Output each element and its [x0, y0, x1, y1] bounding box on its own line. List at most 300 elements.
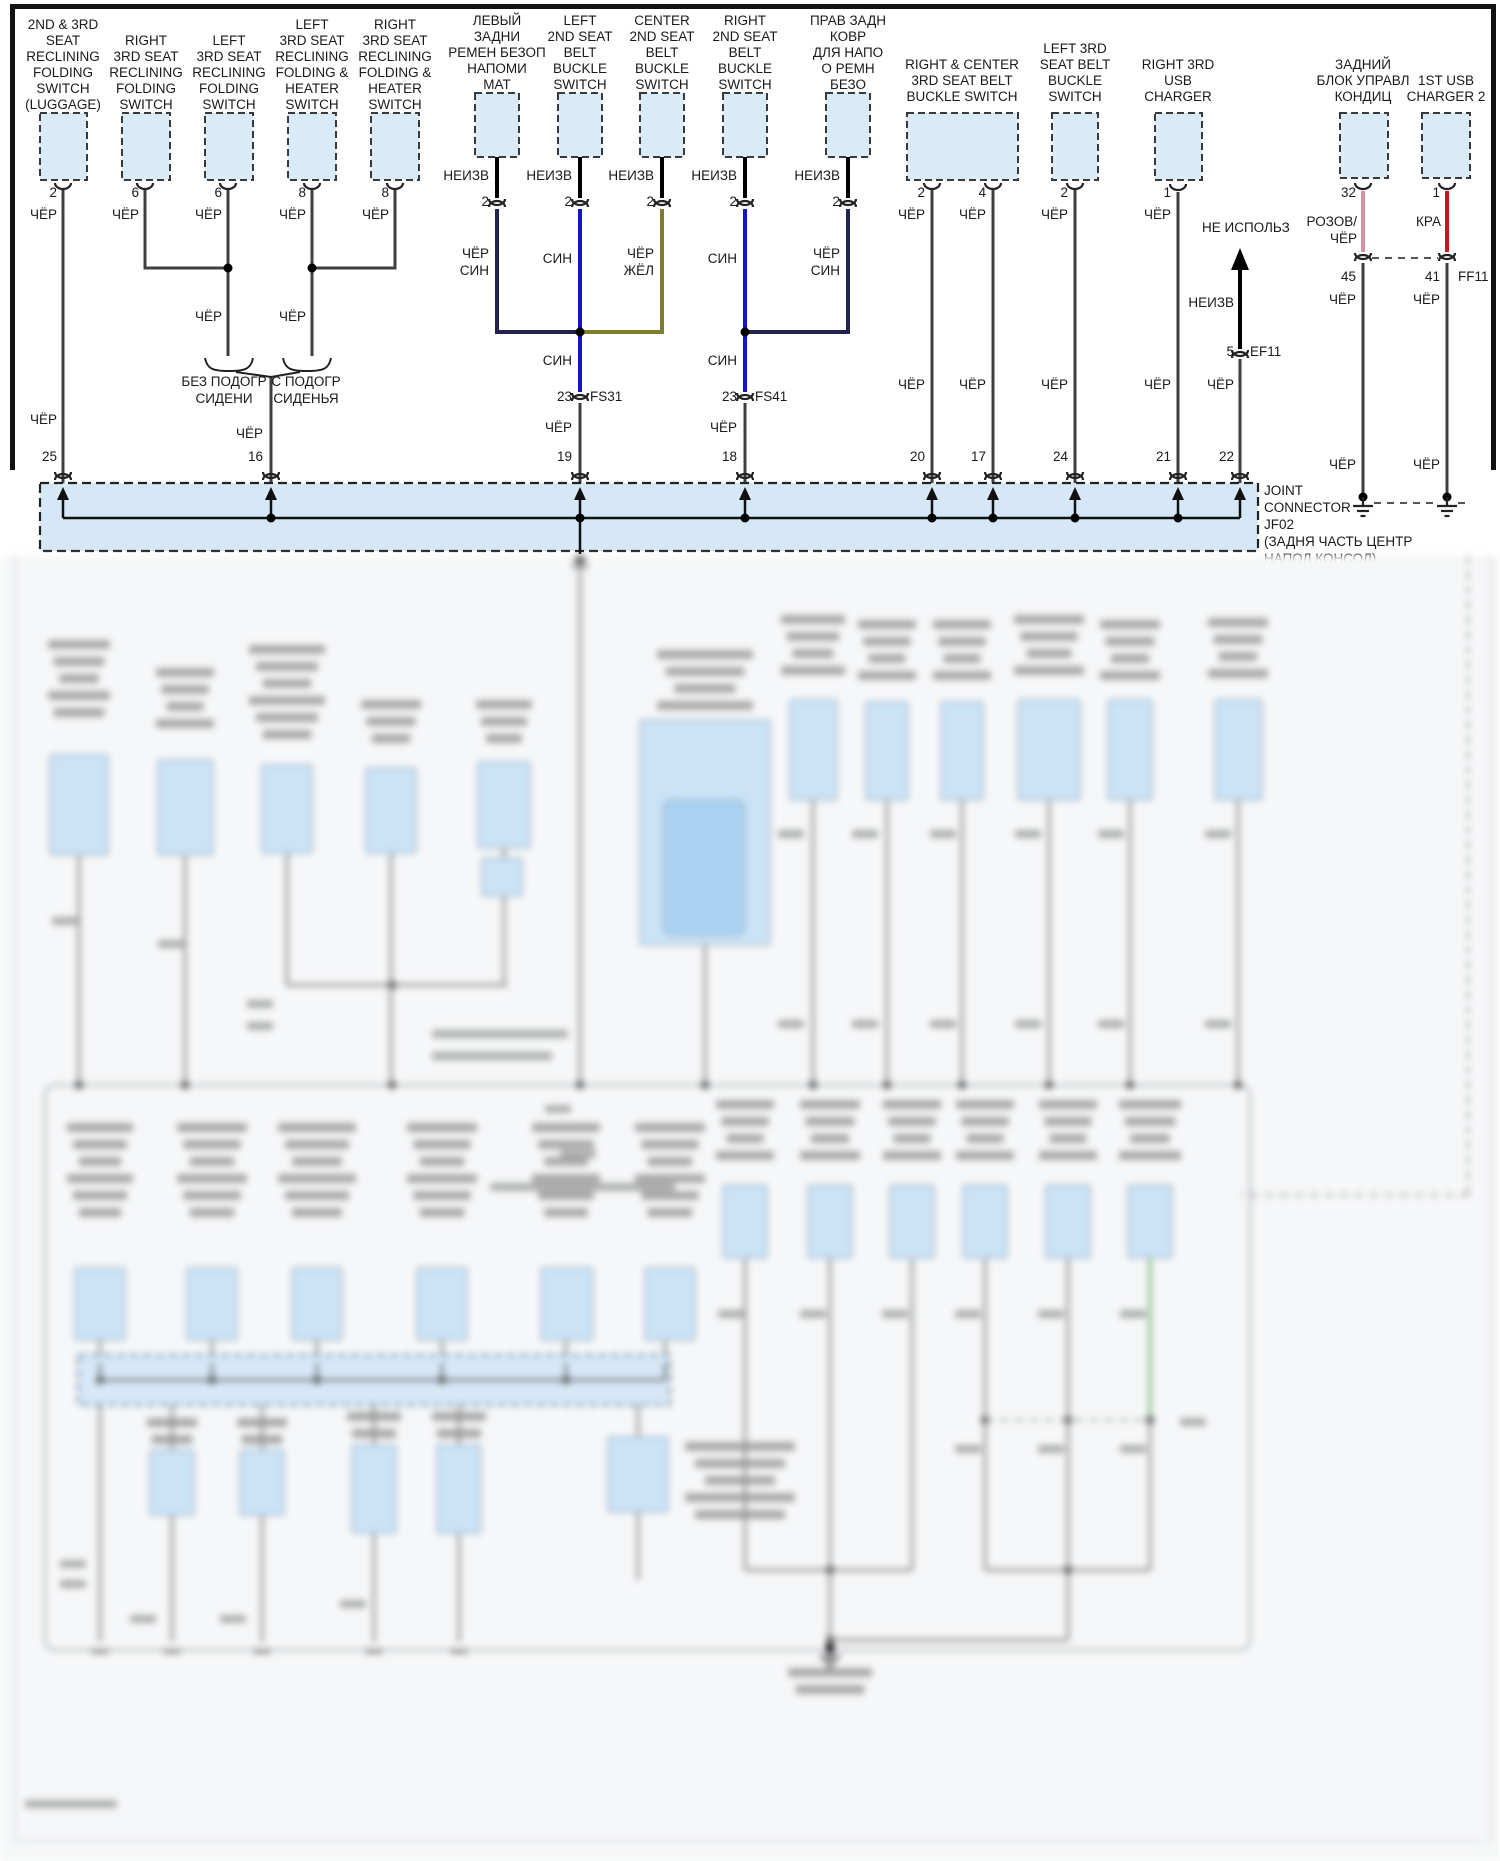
blur-text-small	[1038, 1445, 1064, 1453]
blur-box	[890, 1185, 934, 1258]
blur-text-line	[716, 1100, 774, 1109]
blur-box	[723, 1185, 767, 1258]
blur-box	[158, 760, 213, 855]
wire-label: 6	[214, 185, 222, 200]
blur-text-small	[852, 830, 878, 838]
blur-text-small	[1120, 1445, 1146, 1453]
wire-label: ЧЁР	[278, 309, 306, 324]
blur-text-line	[1119, 1151, 1181, 1160]
blur-text-line	[147, 1418, 197, 1427]
wire-label: ЧЁР	[29, 207, 57, 222]
blur-text-line	[177, 1174, 247, 1183]
blur-box	[1108, 700, 1152, 800]
blur-text-line	[1014, 666, 1084, 675]
component-label-5: ЛЕВЫЙ ЗАДНИ РЕМЕН БЕЗОП НАПОМИ МАТ	[448, 13, 546, 92]
blur-box	[482, 858, 522, 896]
joint-connector-label: JOINT CONNECTOR JF02 (ЗАДНЯ ЧАСТЬ ЦЕНТР	[1264, 483, 1413, 549]
blur-text-line	[956, 1100, 1014, 1109]
component-label-2: LEFT 3RD SEAT RECLINING FOLDING SWITCH	[192, 33, 266, 112]
blur-text-line	[1100, 671, 1160, 680]
blur-text-small	[930, 830, 956, 838]
blur-text-line	[285, 1191, 349, 1200]
blur-text-line	[352, 1429, 396, 1438]
wire-label: ЧЁР	[1328, 457, 1356, 472]
blur-text-line	[933, 620, 991, 629]
blur-text-line	[938, 637, 986, 646]
blur-text-line	[285, 1140, 349, 1149]
blur-text-line	[685, 1442, 795, 1451]
wire-label: 23	[721, 389, 737, 404]
blur-text-line	[648, 1157, 693, 1166]
blur-box	[187, 1268, 237, 1340]
blur-text-line	[532, 1123, 600, 1132]
wire-label: С ПОДОГР	[271, 374, 341, 389]
blur-text-line	[256, 713, 318, 722]
blur-text-line	[59, 674, 99, 683]
blur-text-line	[361, 700, 421, 709]
blur-text-line	[1111, 654, 1149, 663]
component-label-13: ЗАДНИЙ БЛОК УПРАВЛ КОНДИЦ	[1316, 57, 1410, 104]
blur-box	[941, 702, 983, 800]
blur-text-small	[130, 1615, 156, 1623]
blur-dot	[388, 981, 397, 990]
blur-text-small	[718, 1310, 744, 1318]
blur-text-small	[1015, 1020, 1041, 1028]
blur-text-line	[1100, 620, 1160, 629]
blur-text-line	[1027, 649, 1072, 658]
component-label-7: CENTER 2ND SEAT BELT BUCKLE SWITCH	[629, 13, 695, 92]
blur-box	[608, 1437, 668, 1512]
component-label-6: LEFT 2ND SEAT BELT BUCKLE SWITCH	[547, 13, 613, 92]
blur-text-line	[54, 708, 105, 717]
wire-label: БЕЗ ПОДОГР	[181, 374, 267, 389]
blur-text-line	[635, 1174, 705, 1183]
blur-text-small	[1120, 1310, 1146, 1318]
wire-label: ЧЁР	[461, 246, 489, 261]
blur-box	[1215, 700, 1262, 800]
wire-label: ЧЁР	[194, 207, 222, 222]
wire-label: ЧЁР	[897, 207, 925, 222]
blur-text-line	[666, 667, 745, 676]
wire-label: 32	[1340, 185, 1356, 200]
blur-text-line	[420, 1157, 465, 1166]
blur-box	[1046, 1185, 1090, 1258]
blur-text-line	[1119, 1100, 1181, 1109]
wire-label: ЧЁР	[1143, 207, 1171, 222]
blur-box	[366, 768, 416, 853]
blur-text-line	[73, 1140, 127, 1149]
blur-box	[541, 1268, 593, 1340]
wire-label: 2	[832, 194, 840, 209]
blur-text-line	[805, 1117, 854, 1126]
wire-label: ЧЁР	[958, 377, 986, 392]
blur-dot	[883, 1081, 892, 1090]
wire-label: 2	[729, 194, 737, 209]
blur-text-line	[641, 1191, 698, 1200]
blur-text-small	[545, 1105, 571, 1113]
wire-label: ЧЁР	[278, 207, 306, 222]
blur-text-line	[883, 1151, 941, 1160]
component-label-3: LEFT 3RD SEAT RECLINING FOLDING & HEATER SWITCH	[275, 17, 349, 112]
wire-label: СИДЕНЬЯ	[273, 391, 339, 406]
blur-dot	[96, 1376, 105, 1385]
blur-text-small	[220, 1615, 246, 1623]
blur-text-small	[882, 1310, 908, 1318]
blur-text-line	[793, 649, 834, 658]
wire-label: ЧЁР	[1412, 457, 1440, 472]
blur-box	[663, 800, 745, 935]
blur-dot	[701, 1081, 710, 1090]
wire-label: СИДЕНИ	[195, 391, 253, 406]
blur-dot	[388, 1081, 397, 1090]
blur-text-small	[60, 1560, 86, 1568]
wire-label: СИН	[707, 251, 737, 266]
blur-text-line	[956, 1151, 1014, 1160]
blur-text-line	[538, 1191, 594, 1200]
wire-label: ЖЁЛ	[623, 263, 654, 278]
blur-text-line	[263, 679, 312, 688]
wire-label: ЧЁР	[709, 420, 737, 435]
blur-text-wide	[432, 1052, 552, 1060]
blur-text-line	[858, 620, 916, 629]
blur-text-small	[930, 1020, 956, 1028]
blur-text-line	[79, 1157, 121, 1166]
blur-text-line	[788, 1668, 872, 1677]
blur-text-line	[800, 1151, 860, 1160]
component-label-11: LEFT 3RD SEAT BELT BUCKLE SWITCH	[1039, 41, 1111, 104]
blur-dot	[75, 1081, 84, 1090]
blur-text-line	[1014, 615, 1084, 624]
component-label-0: 2ND & 3RD SEAT RECLINING FOLDING SWITCH (LUGGAGE)	[25, 17, 101, 112]
blur-text-line	[1219, 652, 1257, 661]
wire-label: 19	[556, 449, 572, 464]
blur-text-line	[1213, 635, 1262, 644]
blur-dot	[576, 1081, 585, 1090]
blur-text-wide	[25, 1800, 117, 1808]
blur-dot	[562, 1376, 571, 1385]
blur-text-line	[635, 1123, 705, 1132]
blur-dot	[826, 1566, 835, 1575]
blur-dot	[313, 1376, 322, 1385]
blur-text-wide	[490, 1183, 675, 1191]
wire-label: FS31	[590, 389, 623, 404]
wire-label: НЕИЗВ	[691, 168, 737, 183]
wire-label: 2	[49, 185, 57, 200]
wire-label: ЧЁР	[1040, 377, 1068, 392]
blur-dot	[1045, 1081, 1054, 1090]
blur-text-small	[1180, 1418, 1206, 1426]
blur-text-line	[190, 1208, 235, 1217]
wire-label: 6	[131, 185, 139, 200]
blur-dot	[809, 1081, 818, 1090]
blur-text-line	[161, 685, 209, 694]
blur-text-line	[685, 1493, 795, 1502]
wire-label: 8	[298, 185, 306, 200]
blur-text-wide	[432, 1030, 568, 1038]
wire-label: НЕИЗВ	[608, 168, 654, 183]
blur-text-line	[177, 1123, 247, 1132]
wire-label: 41	[1424, 269, 1440, 284]
blur-text-line	[943, 654, 980, 663]
blur-text-line	[366, 717, 415, 726]
blur-box	[808, 1185, 852, 1258]
blur-text-line	[532, 1174, 600, 1183]
blur-text-line	[292, 1208, 342, 1217]
blur-text-line	[868, 654, 905, 663]
blur-dot	[1126, 1081, 1135, 1090]
wire-label: 20	[909, 449, 925, 464]
wire-label: ЧЁР	[1040, 207, 1068, 222]
wire-label: ЧЁР	[958, 207, 986, 222]
wire-label: 18	[721, 449, 737, 464]
blur-text-line	[544, 1157, 588, 1166]
wire-label: ЧЁР	[1206, 377, 1234, 392]
wire-label: 1	[1432, 185, 1440, 200]
blur-text-small	[955, 1310, 981, 1318]
blur-box	[50, 755, 108, 855]
blur-text-small	[778, 1020, 804, 1028]
wire-label: 5	[1226, 344, 1234, 359]
blur-text-small	[52, 917, 78, 925]
blur-text-small	[778, 830, 804, 838]
wire-label: EF11	[1250, 344, 1282, 359]
wire-label: 8	[381, 185, 389, 200]
blur-box	[866, 702, 908, 800]
wire-label: СИН	[542, 251, 572, 266]
blur-text-line	[407, 1174, 477, 1183]
wire-label: ЧЁР	[626, 246, 654, 261]
blur-text-line	[166, 702, 203, 711]
blur-dot	[1234, 1081, 1243, 1090]
blur-text-line	[242, 1435, 283, 1444]
blur-text-line	[486, 734, 522, 743]
blur-text-line	[716, 1151, 774, 1160]
blur-page-edge	[14, 556, 16, 1842]
blur-text-small	[340, 1600, 366, 1608]
blur-text-line	[1020, 632, 1077, 641]
blur-text-line	[544, 1208, 588, 1217]
blur-text-line	[48, 691, 110, 700]
component-label-10: RIGHT & CENTER 3RD SEAT BELT BUCKLE SWITCH	[905, 57, 1019, 104]
blur-dot	[181, 1081, 190, 1090]
blur-box	[292, 1268, 342, 1340]
wire-label: 1	[1163, 185, 1171, 200]
blur-box	[352, 1445, 396, 1533]
blur-text-line	[437, 1429, 481, 1438]
wire-label: 17	[970, 449, 986, 464]
wire-label: НЕ ИСПОЛЬЗ	[1202, 220, 1290, 235]
blur-text-line	[48, 640, 110, 649]
blur-text-small	[60, 1580, 86, 1588]
blur-text-line	[278, 1123, 356, 1132]
wire-label: ЧЁР	[812, 246, 840, 261]
blur-text-line	[1208, 669, 1268, 678]
blur-box	[262, 765, 312, 853]
blur-text-line	[67, 1123, 133, 1132]
blur-text-line	[1125, 1117, 1176, 1126]
wire-label: 25	[41, 449, 57, 464]
component-label-1: RIGHT 3RD SEAT RECLINING FOLDING SWITCH	[109, 33, 183, 112]
wire-label: 2	[646, 194, 654, 209]
wire-label: СИН	[810, 263, 840, 278]
blur-box	[240, 1450, 284, 1515]
blur-box	[437, 1445, 481, 1533]
blur-text-line	[481, 717, 527, 726]
blur-text-line	[79, 1208, 121, 1217]
blur-text-line	[152, 1435, 193, 1444]
blur-text-line	[657, 701, 753, 710]
blur-text-line	[893, 1134, 930, 1143]
blur-box	[1018, 700, 1080, 800]
blur-text-line	[538, 1140, 594, 1149]
wire-label: ЧЁР	[1412, 292, 1440, 307]
blur-text-line	[695, 1510, 785, 1519]
blur-text-line	[278, 1174, 356, 1183]
wire-label: 22	[1218, 449, 1234, 464]
blur-page-edge	[1489, 556, 1491, 1842]
component-label-9: ПРАВ ЗАДН КОВР ДЛЯ НАПО О РЕМН БЕЗО	[809, 13, 887, 92]
blur-dot	[958, 1081, 967, 1090]
blur-text-line	[961, 1117, 1009, 1126]
wire-label: 24	[1052, 449, 1068, 464]
blur-text-wide	[560, 1150, 596, 1158]
blur-text-line	[787, 632, 839, 641]
wire-label: КРА	[1416, 214, 1441, 229]
blur-text-line	[1044, 1117, 1092, 1126]
blur-text-line	[256, 662, 318, 671]
blur-text-line	[811, 1134, 849, 1143]
wire-label: СИН	[707, 353, 737, 368]
blur-text-line	[183, 1191, 240, 1200]
wire-label: ЧЁР	[897, 377, 925, 392]
wire-label: FF11	[1458, 269, 1489, 284]
blur-text-line	[1208, 618, 1268, 627]
blur-text-line	[674, 684, 735, 693]
blur-text-line	[800, 1100, 860, 1109]
wire-label: 2	[917, 185, 925, 200]
wire-label: 23	[556, 389, 572, 404]
blur-text-line	[292, 1157, 342, 1166]
blur-box	[417, 1268, 467, 1340]
blur-text-line	[263, 730, 312, 739]
blur-text-line	[966, 1134, 1003, 1143]
wire-label: НЕИЗВ	[1188, 295, 1234, 310]
blur-text-line	[156, 668, 214, 677]
blur-text-line	[796, 1685, 865, 1694]
blur-text-small	[852, 1020, 878, 1028]
blur-text-small	[1098, 1020, 1124, 1028]
blur-text-line	[237, 1418, 287, 1427]
blur-text-line	[781, 615, 845, 624]
blur-text-line	[407, 1123, 477, 1132]
blur-text-line	[781, 666, 845, 675]
blur-text-line	[249, 696, 325, 705]
blur-text-line	[883, 1100, 941, 1109]
blur-text-line	[73, 1191, 127, 1200]
wire-label: 2	[564, 194, 572, 209]
blur-text-line	[190, 1157, 235, 1166]
blur-text-small	[1098, 830, 1124, 838]
wire-label: ЧЁР	[194, 309, 222, 324]
blur-dot	[1064, 1566, 1073, 1575]
wire-label: ЧЁР	[235, 426, 263, 441]
wire-label: НЕИЗВ	[443, 168, 489, 183]
wire-label: СИН	[542, 353, 572, 368]
wire-label: 16	[247, 449, 263, 464]
blur-text-line	[476, 700, 532, 709]
blur-text-line	[726, 1134, 763, 1143]
blur-text-line	[413, 1191, 470, 1200]
blur-text-line	[347, 1412, 401, 1421]
wire-label: 21	[1155, 449, 1171, 464]
blur-text-line	[858, 671, 916, 680]
blur-text-line	[413, 1140, 470, 1149]
blur-text-line	[705, 1476, 775, 1485]
component-label-4: RIGHT 3RD SEAT RECLINING FOLDING & HEATER SWITCH	[358, 17, 432, 112]
wire-label: ЧЁР	[544, 420, 572, 435]
blur-box	[150, 1450, 194, 1515]
wire-label: ЧЁР	[111, 207, 139, 222]
blur-text-line	[1130, 1134, 1170, 1143]
blur-text-small	[955, 1445, 981, 1453]
blur-box	[645, 1268, 695, 1340]
wire-label: ЧЁР	[1328, 292, 1356, 307]
blur-text-line	[1039, 1151, 1097, 1160]
component-label-8: RIGHT 2ND SEAT BELT BUCKLE SWITCH	[712, 13, 778, 92]
blur-box	[790, 700, 837, 800]
blur-text-line	[432, 1412, 486, 1421]
blur-dot	[826, 1636, 835, 1645]
blur-text-small	[247, 1022, 273, 1030]
blur-page-edge	[20, 1840, 1482, 1842]
blur-text-line	[648, 1208, 693, 1217]
blur-text-line	[67, 1174, 133, 1183]
blur-text-small	[1038, 1310, 1064, 1318]
blur-text-line	[1049, 1134, 1086, 1143]
blur-box	[963, 1185, 1007, 1258]
blur-text-line	[721, 1117, 769, 1126]
wire-label: НЕИЗВ	[794, 168, 840, 183]
blur-text-small	[800, 1310, 826, 1318]
blur-text-line	[156, 719, 214, 728]
wire-label: 4	[978, 185, 986, 200]
blur-text-line	[863, 637, 911, 646]
wire-label: СИН	[459, 263, 489, 278]
blur-dot	[438, 1376, 447, 1385]
blur-text-small	[158, 940, 184, 948]
blur-text-line	[888, 1117, 936, 1126]
blur-text-line	[54, 657, 105, 666]
blur-text-line	[657, 650, 753, 659]
blur-box	[1128, 1185, 1172, 1258]
wire-label: 45	[1340, 269, 1356, 284]
blur-text-line	[183, 1140, 240, 1149]
blur-dot	[208, 1376, 217, 1385]
wire-label: ЧЁР	[361, 207, 389, 222]
blur-text-line	[1105, 637, 1154, 646]
blur-text-line	[1039, 1100, 1097, 1109]
wire-label: 2	[1060, 185, 1068, 200]
wire-label: ЧЁР	[1329, 231, 1357, 246]
blur-text-line	[641, 1140, 698, 1149]
wire-label: ЧЁР	[1143, 377, 1171, 392]
wire-label: РОЗОВ/	[1306, 214, 1357, 229]
blur-text-line	[420, 1208, 465, 1217]
blur-box	[478, 762, 530, 848]
wire-label: НЕИЗВ	[526, 168, 572, 183]
blur-text-small	[247, 1000, 273, 1008]
blur-text-line	[249, 645, 325, 654]
